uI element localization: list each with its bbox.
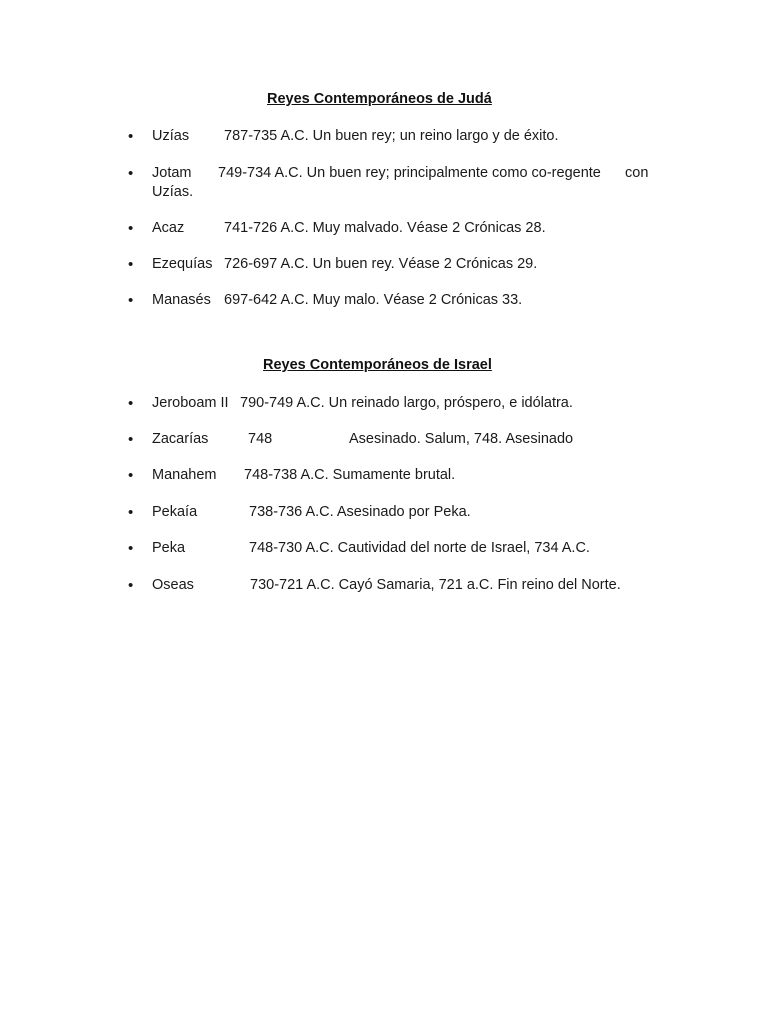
king-name: Jeroboam II xyxy=(152,395,229,411)
king-name: Manasés xyxy=(152,292,211,308)
bullet: • xyxy=(128,577,134,594)
king-description: 738-736 A.C. Asesinado por Peka. xyxy=(249,504,471,520)
king-name: Jotam xyxy=(152,165,192,181)
bullet: • xyxy=(128,431,134,448)
king-description: 748-730 A.C. Cautividad del norte de Israel, 734 A.C. xyxy=(249,540,590,556)
king-name: Manahem xyxy=(152,467,217,483)
king-name: Pekaía xyxy=(152,504,198,520)
king-description-continuation: Uzías. xyxy=(152,184,194,200)
bullet: • xyxy=(128,395,134,412)
king-name: Acaz xyxy=(152,220,185,236)
king-description: 726-697 A.C. Un buen rey. Véase 2 Crónicas 29. xyxy=(224,256,538,272)
juda-heading: Reyes Contemporáneos de Judá xyxy=(267,91,492,107)
king-description: 741-726 A.C. Muy malvado. Véase 2 Crónicas 28. xyxy=(224,220,546,236)
king-name: Ezequías xyxy=(152,256,213,272)
king-description: 697-642 A.C. Muy malo. Véase 2 Crónicas 33. xyxy=(224,292,523,308)
king-description: 749-734 A.C. Un buen rey; principalmente como co-regente xyxy=(218,165,601,181)
king-description: 790-749 A.C. Un reinado largo, próspero, e idólatra. xyxy=(240,395,573,411)
bullet: • xyxy=(128,540,134,557)
king-description-extra: con xyxy=(625,165,649,181)
bullet: • xyxy=(128,256,134,273)
king-name: Zacarías xyxy=(152,431,209,447)
king-description-extra: Asesinado. Salum, 748. Asesinado xyxy=(349,431,574,447)
bullet: • xyxy=(128,504,134,521)
bullet: • xyxy=(128,467,134,484)
king-description: 787-735 A.C. Un buen rey; un reino largo y de éxito. xyxy=(224,128,559,144)
king-name: Oseas xyxy=(152,577,194,593)
list-item-oseas xyxy=(128,576,658,671)
king-description: 730-721 A.C. Cayó Samaria, 721 a.C. Fin reino del Norte. xyxy=(250,577,621,593)
king-description: 748 xyxy=(248,431,273,447)
bullet: • xyxy=(128,165,134,182)
list-item-jotam xyxy=(128,164,658,204)
king-name: Peka xyxy=(152,540,186,556)
king-name: Uzías xyxy=(152,128,190,144)
king-description: 748-738 A.C. Sumamente brutal. xyxy=(244,467,456,483)
bullet: • xyxy=(128,220,134,237)
bullet: • xyxy=(128,292,134,309)
israel-heading: Reyes Contemporáneos de Israel xyxy=(263,357,492,373)
bullet: • xyxy=(128,128,134,145)
